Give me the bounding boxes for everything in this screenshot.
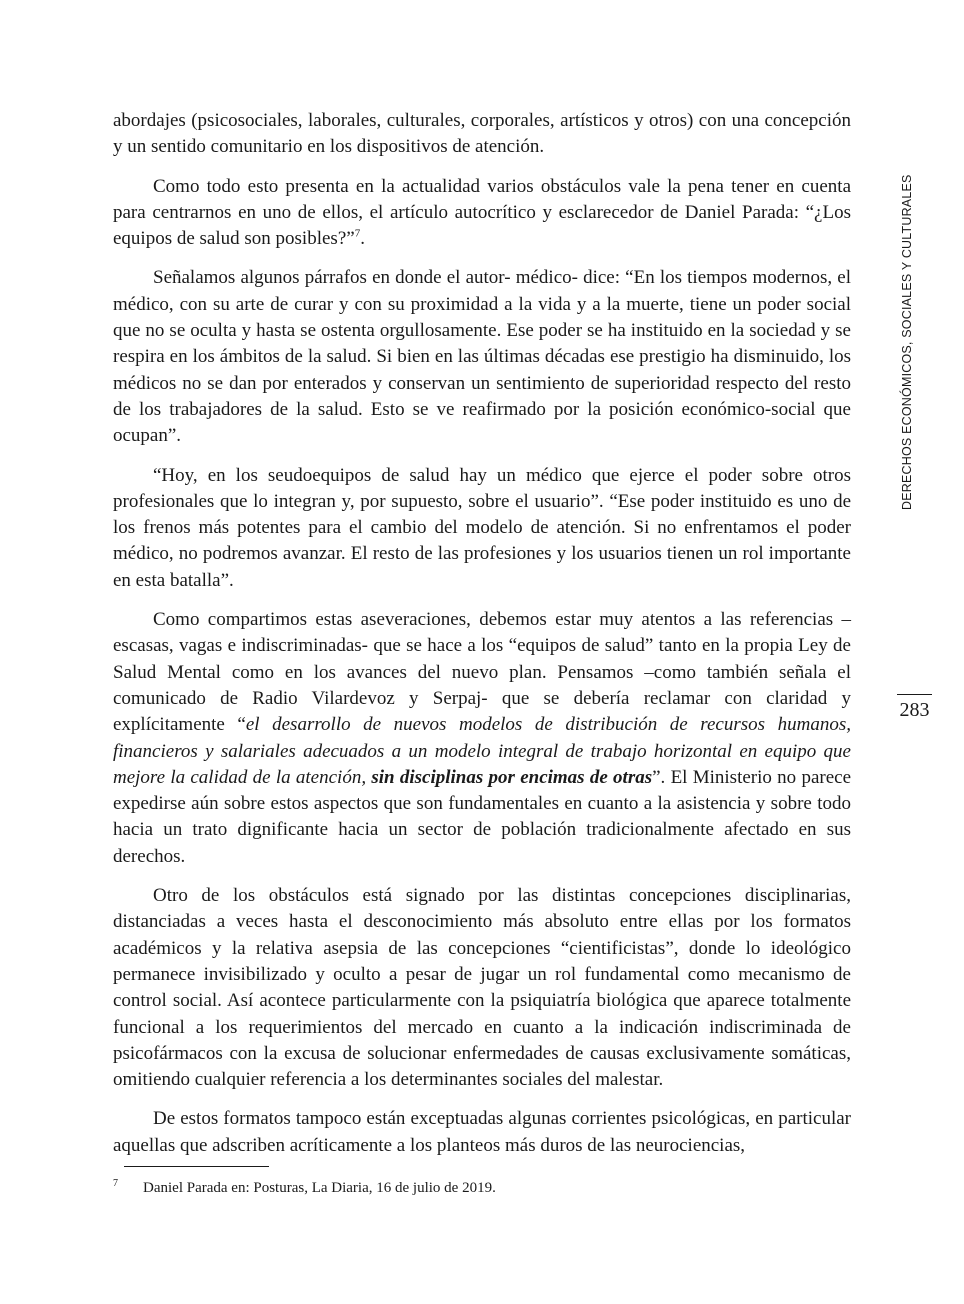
paragraph-4-text: “Hoy, en los seudoequipos de salud hay un médico que ejerce el poder sobre otros profesionales que lo integran y, por supuesto, sobre el usuario”. “Ese poder instituido es uno de los frenos más potentes para el cambio del modelo de atención. Si no enfrentamos el poder médico, no podremos avanzar. El resto de las profesiones y los usuarios tienen un rol importante en esta batalla”. (113, 464, 851, 591)
paragraph-5-text-b: ”. El Ministerio no parece expedirse aún sobre estos aspectos que son fundamentales en cuanto a la asistencia y sobre todo hacia un trato dignificante hacia un sector de población tradicionalmente afectado en sus derechos. (113, 766, 851, 867)
paragraph-7 (113, 1106, 851, 1159)
paragraph-3-text: Señalamos algunos párrafos en donde el autor- médico- dice: “En los tiempos modernos, el médico, con su arte de curar y con su proximidad a la vida y a la muerte, tiene un poder social que no se oculta y hasta se ostenta orgullosamente. Ese poder se ha instituido en la sociedad y se respira en los ámbitos de la salud. Si bien en las últimas décadas ese prestigio ha disminuido, los médicos no se dan por enterados y conservan un sentimiento de superioridad respecto del resto de los trabajadores de la salud. Esto se ve reafirmado por la posición económico-social que ocupan”. (113, 267, 851, 447)
paragraph-3 (113, 265, 851, 449)
footnote-text: Daniel Parada en: Posturas, La Diaria, 16 de julio de 2019. (143, 1180, 496, 1196)
paragraph-5-italic: el desarrollo de nuevos modelos de distribución de recursos humanos, financieros y salariales adecuados a un modelo integral de trabajo horizontal en equipo que mejore la calidad de la atención, (113, 714, 851, 788)
paragraph-6 (113, 883, 851, 1093)
body-text (113, 108, 851, 1172)
paragraph-4 (113, 463, 851, 594)
footnote-separator (124, 1166, 269, 1167)
paragraph-6-text: Otro de los obstáculos está signado por las distintas concepciones disciplinarias, distanciadas a veces hasta el desconocimiento más absoluto entre ellas por los formatos académicos y la relativa asepsia de las concepciones “cientificistas”, donde lo ideológico permanece invisibilizado y oculto a pesar de jugar un rol fundamental como mecanismo de control social. Así acontece particularmente con la psiquiatría biológica que aparece totalmente funcional a los requerimientos del mercado en cuanto a la indicación indiscriminada de psicofármacos con la excusa de solucionar enfermedades de causas exclusivamente somáticas, omitiendo cualquier referencia a los determinantes sociales del malestar. (113, 885, 851, 1091)
page-number-rule (897, 694, 932, 695)
footnote-ref-7[interactable]: 7 (354, 227, 361, 240)
running-title-vertical: DERECHOS ECONÓMICOS, SOCIALES Y CULTURALES (900, 174, 914, 510)
paragraph-2-end: . (360, 228, 365, 250)
paragraph-5-bold-italic: sin disciplinas por encimas de otras (371, 766, 653, 788)
paragraph-2 (113, 174, 851, 253)
paragraph-5 (113, 607, 851, 870)
paragraph-1 (113, 108, 851, 161)
page-number: 283 (899, 699, 930, 721)
paragraph-5-text-a: Como compartimos estas aseveraciones, debemos estar muy atentos a las referencias –escasas, vagas e indiscriminadas- que se hace a los “equipos de salud” tanto en la propia Ley de Salud Mental como en los avances del nuevo plan. Pensamos –como también señala el comunicado de Radio Vilardevoz y Serpaj- que se debería reclamar con claridad y explícitamente “ (113, 609, 851, 736)
paragraph-1-text: abordajes (psicosociales, laborales, culturales, corporales, artísticos y otros) con una concepción y un sentido comunitario en los dispositivos de atención. (113, 110, 851, 158)
footnote: 7 Daniel Parada en: Posturas, La Diaria, 16 de julio de 2019. (113, 1178, 496, 1196)
paragraph-2-text: Como todo esto presenta en la actualidad varios obstáculos vale la pena tener en cuenta para centrarnos en uno de ellos, el artículo autocrítico y esclarecedor de Daniel Parada: “¿Los equipos de salud son posibles?” (113, 175, 851, 250)
paragraph-7-text: De estos formatos tampoco están exceptuadas algunas corrientes psicológicas, en particular aquellas que adscriben acríticamente a los planteos más duros de las neurociencias, (113, 1108, 851, 1156)
